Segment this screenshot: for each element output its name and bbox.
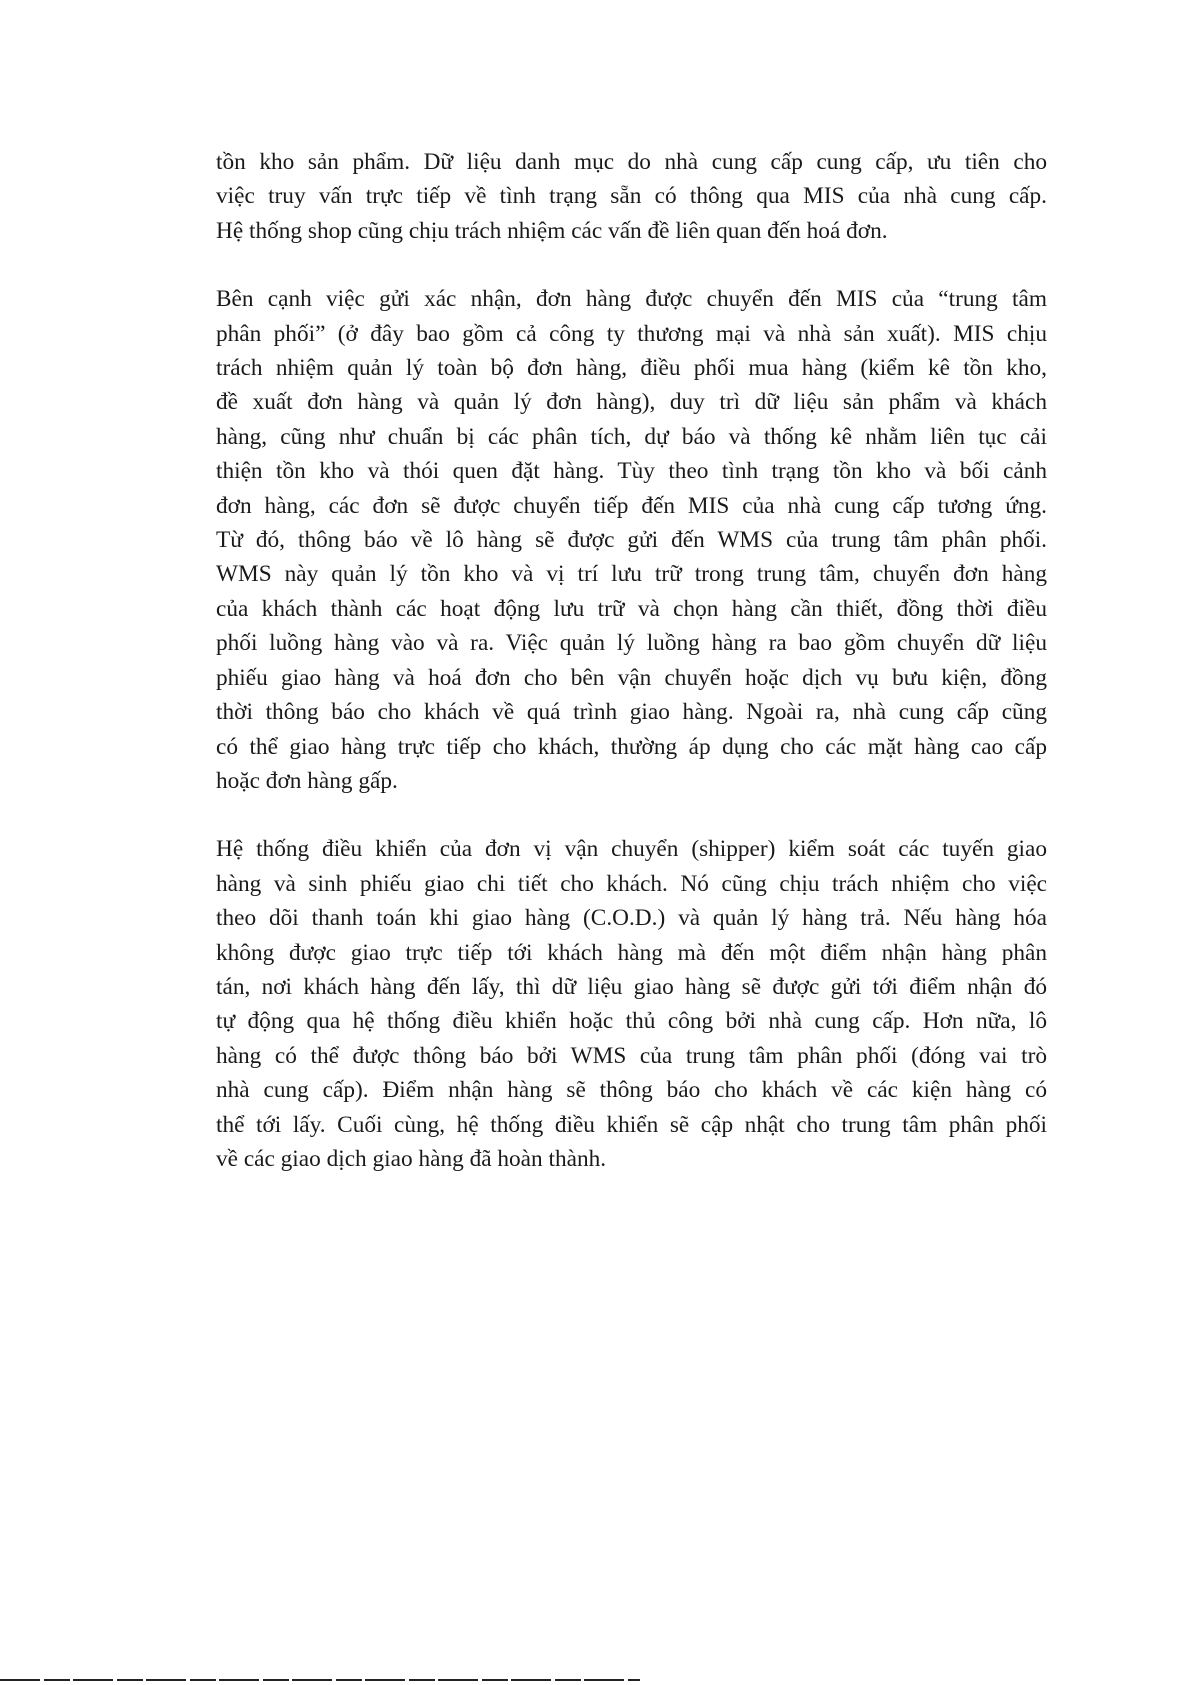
text-line: hàng có thể được thông báo bởi WMS của trung tâm phân phối (đóng vai trò <box>216 1042 1047 1069</box>
text-line: Từ đó, thông báo về lô hàng sẽ được gửi đến WMS của trung tâm phân phối. <box>216 527 1047 554</box>
document-body <box>216 145 1047 1210</box>
text-line: phối luồng hàng vào và ra. Việc quản lý luồng hàng ra bao gồm chuyển dữ liệu <box>216 630 1047 657</box>
text-line: phiếu giao hàng và hoá đơn cho bên vận chuyển hoặc dịch vụ bưu kiện, đồng <box>216 664 1047 691</box>
text-line: theo dõi thanh toán khi giao hàng (C.O.D.) và quản lý hàng trả. Nếu hàng hóa <box>216 905 1047 932</box>
text-line: WMS này quản lý tồn kho và vị trí lưu trữ trong trung tâm, chuyển đơn hàng <box>216 561 1047 588</box>
text-line: tán, nơi khách hàng đến lấy, thì dữ liệu giao hàng sẽ được gửi tới điểm nhận đó <box>216 973 1047 1000</box>
text-line: nhà cung cấp). Điểm nhận hàng sẽ thông báo cho khách về các kiện hàng có <box>216 1077 1047 1104</box>
text-line: có thể giao hàng trực tiếp cho khách, thường áp dụng cho các mặt hàng cao cấp <box>216 733 1047 760</box>
paragraph-1 <box>216 145 1047 248</box>
paragraph-2 <box>216 282 1047 798</box>
text-line: về các giao dịch giao hàng đã hoàn thành. <box>216 1145 607 1172</box>
text-line: Hệ thống điều khiển của đơn vị vận chuyển (shipper) kiểm soát các tuyến giao <box>216 836 1047 863</box>
text-line: Hệ thống shop cũng chịu trách nhiệm các vấn đề liên quan đến hoá đơn. <box>216 217 888 244</box>
text-line: trách nhiệm quản lý toàn bộ đơn hàng, điều phối mua hàng (kiểm kê tồn kho, <box>216 355 1047 382</box>
page-bottom-rule <box>0 1679 640 1681</box>
text-line: hoặc đơn hàng gấp. <box>216 767 398 794</box>
paragraph-3 <box>216 832 1047 1176</box>
text-line: việc truy vấn trực tiếp về tình trạng sẵn có thông qua MIS của nhà cung cấp. <box>216 183 1047 210</box>
text-line: đề xuất đơn hàng và quản lý đơn hàng), duy trì dữ liệu sản phẩm và khách <box>216 389 1047 416</box>
text-line: đơn hàng, các đơn sẽ được chuyển tiếp đến MIS của nhà cung cấp tương ứng. <box>216 492 1047 519</box>
text-line: hàng và sinh phiếu giao chi tiết cho khách. Nó cũng chịu trách nhiệm cho việc <box>216 870 1047 897</box>
text-line: thể tới lấy. Cuối cùng, hệ thống điều khiển sẽ cập nhật cho trung tâm phân phối <box>216 1111 1047 1138</box>
text-line: tồn kho sản phẩm. Dữ liệu danh mục do nhà cung cấp cung cấp, ưu tiên cho <box>216 149 1047 175</box>
text-line: phân phối” (ở đây bao gồm cả công ty thương mại và nhà sản xuất). MIS chịu <box>216 320 1047 347</box>
text-line: không được giao trực tiếp tới khách hàng mà đến một điểm nhận hàng phân <box>216 939 1047 966</box>
text-line: tự động qua hệ thống điều khiển hoặc thủ công bởi nhà cung cấp. Hơn nữa, lô <box>216 1008 1047 1035</box>
text-line: thời thông báo cho khách về quá trình giao hàng. Ngoài ra, nhà cung cấp cũng <box>216 699 1047 726</box>
text-line: Bên cạnh việc gửi xác nhận, đơn hàng được chuyển đến MIS của “trung tâm <box>216 286 1047 313</box>
text-line: hàng, cũng như chuẩn bị các phân tích, dự báo và thống kê nhằm liên tục cải <box>216 423 1047 450</box>
text-line: thiện tồn kho và thói quen đặt hàng. Tùy theo tình trạng tồn kho và bối cảnh <box>216 458 1047 485</box>
text-line: của khách thành các hoạt động lưu trữ và chọn hàng cần thiết, đồng thời điều <box>216 595 1047 622</box>
